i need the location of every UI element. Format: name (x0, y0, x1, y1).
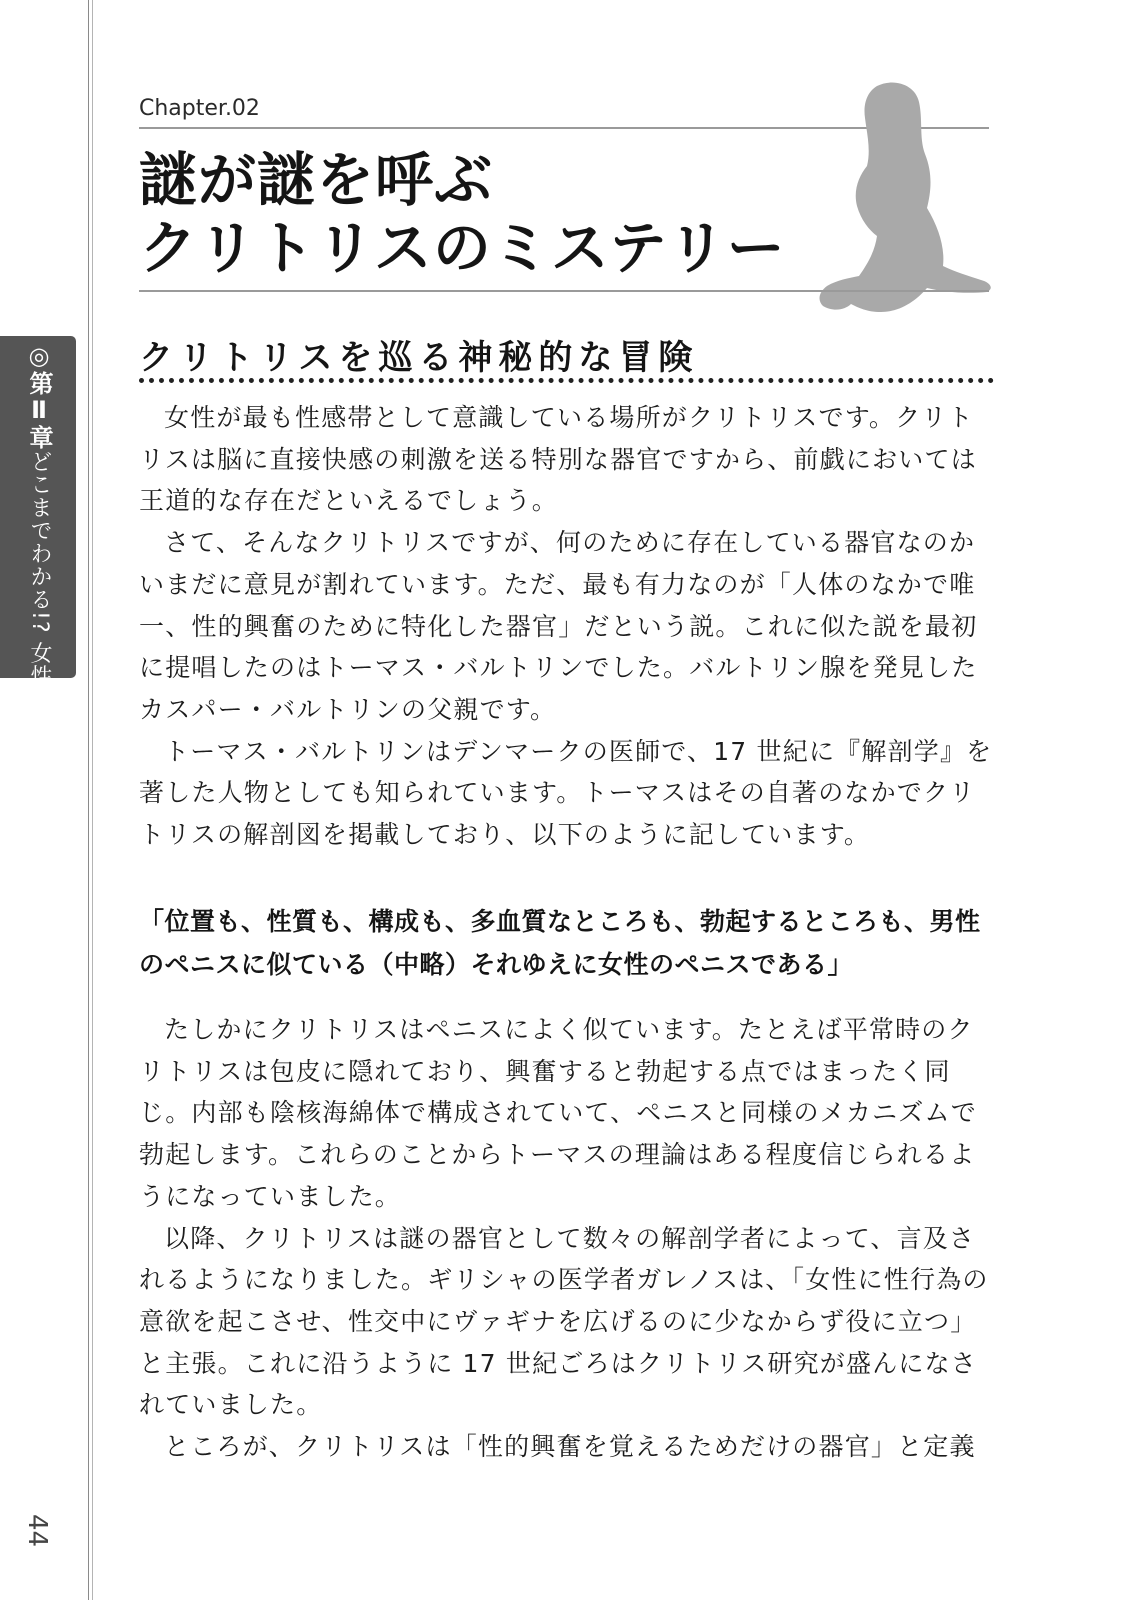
header-rule-bottom (139, 290, 989, 292)
page-title (139, 146, 839, 282)
woman-silhouette-icon (815, 80, 995, 320)
section-heading: クリトリスを巡る神秘的な冒険 (139, 338, 699, 378)
chapter-label: Chapter.02 (139, 96, 260, 121)
body-text-lower (139, 1009, 999, 1468)
title-line-1: 謎が謎を呼ぶ (139, 146, 494, 214)
body-text-upper (139, 397, 999, 856)
title-line-2: クリトリスのミステリー (139, 214, 786, 282)
paragraph-1: 女性が最も性感帯として意識している場所がクリトリスです。クリトリスは脳に直接快感の刺激を送る特別な器官ですから、前戯においては王道的な存在だといえるでしょう。 (139, 403, 977, 516)
paragraph-4: たしかにクリトリスはペニスによく似ています。たとえば平常時のクリトリスは包皮に隠れており、興奮すると勃起する点ではまったく同じ。内部も陰核海綿体で構成されていて、ペニスと同様のメカニズムで勃起します。これらのことからトーマスの理論はある程度信じられるようになっていました。 (139, 1015, 977, 1211)
paragraph-6: ところが、クリトリスは「性的興奮を覚えるためだけの器官」と定義 (164, 1432, 976, 1462)
chapter-subtitle: どこまでわかる!? 女性のカラダ (27, 450, 52, 780)
chapter-mark: ◎第Ⅱ章 (25, 342, 53, 450)
binding-rule-inner (92, 0, 93, 1600)
page-number: 44 (22, 1514, 52, 1548)
binding-rule-outer (88, 0, 89, 1600)
paragraph-2: さて、そんなクリトリスですが、何のために存在している器官なのかいまだに意見が割れています。ただ、最も有力なのが「人体のなかで唯一、性的興奮のために特化した器官」だという説。これに似た説を最初に提唱したのはトーマス・バルトリンでした。バルトリン腺を発見したカスパー・バルトリンの父親です。 (139, 528, 978, 724)
chapter-side-tab-text (16, 342, 62, 780)
section-dotted-rule (139, 378, 994, 383)
quotation: 「位置も、性質も、構成も、多血質なところも、勃起するところも、男性のペニスに似ている（中略）それゆえに女性のペニスである」 (139, 907, 981, 979)
paragraph-5: 以降、クリトリスは謎の器官として数々の解剖学者によって、言及されるようになりました。ギリシャの医学者ガレノスは、「女性に性行為の意欲を起こさせ、性交中にヴァギナを広げるのに少なからず役に立つ」と主張。これに沿うように 17 世紀ごろはクリトリス研究が盛んになされていました。 (139, 1223, 989, 1420)
paragraph-3: トーマス・バルトリンはデンマークの医師で、17 世紀に『解剖学』を著した人物としても知られています。トーマスはその自著のなかでクリトリスの解剖図を掲載しており、以下のように記しています。 (139, 736, 993, 850)
